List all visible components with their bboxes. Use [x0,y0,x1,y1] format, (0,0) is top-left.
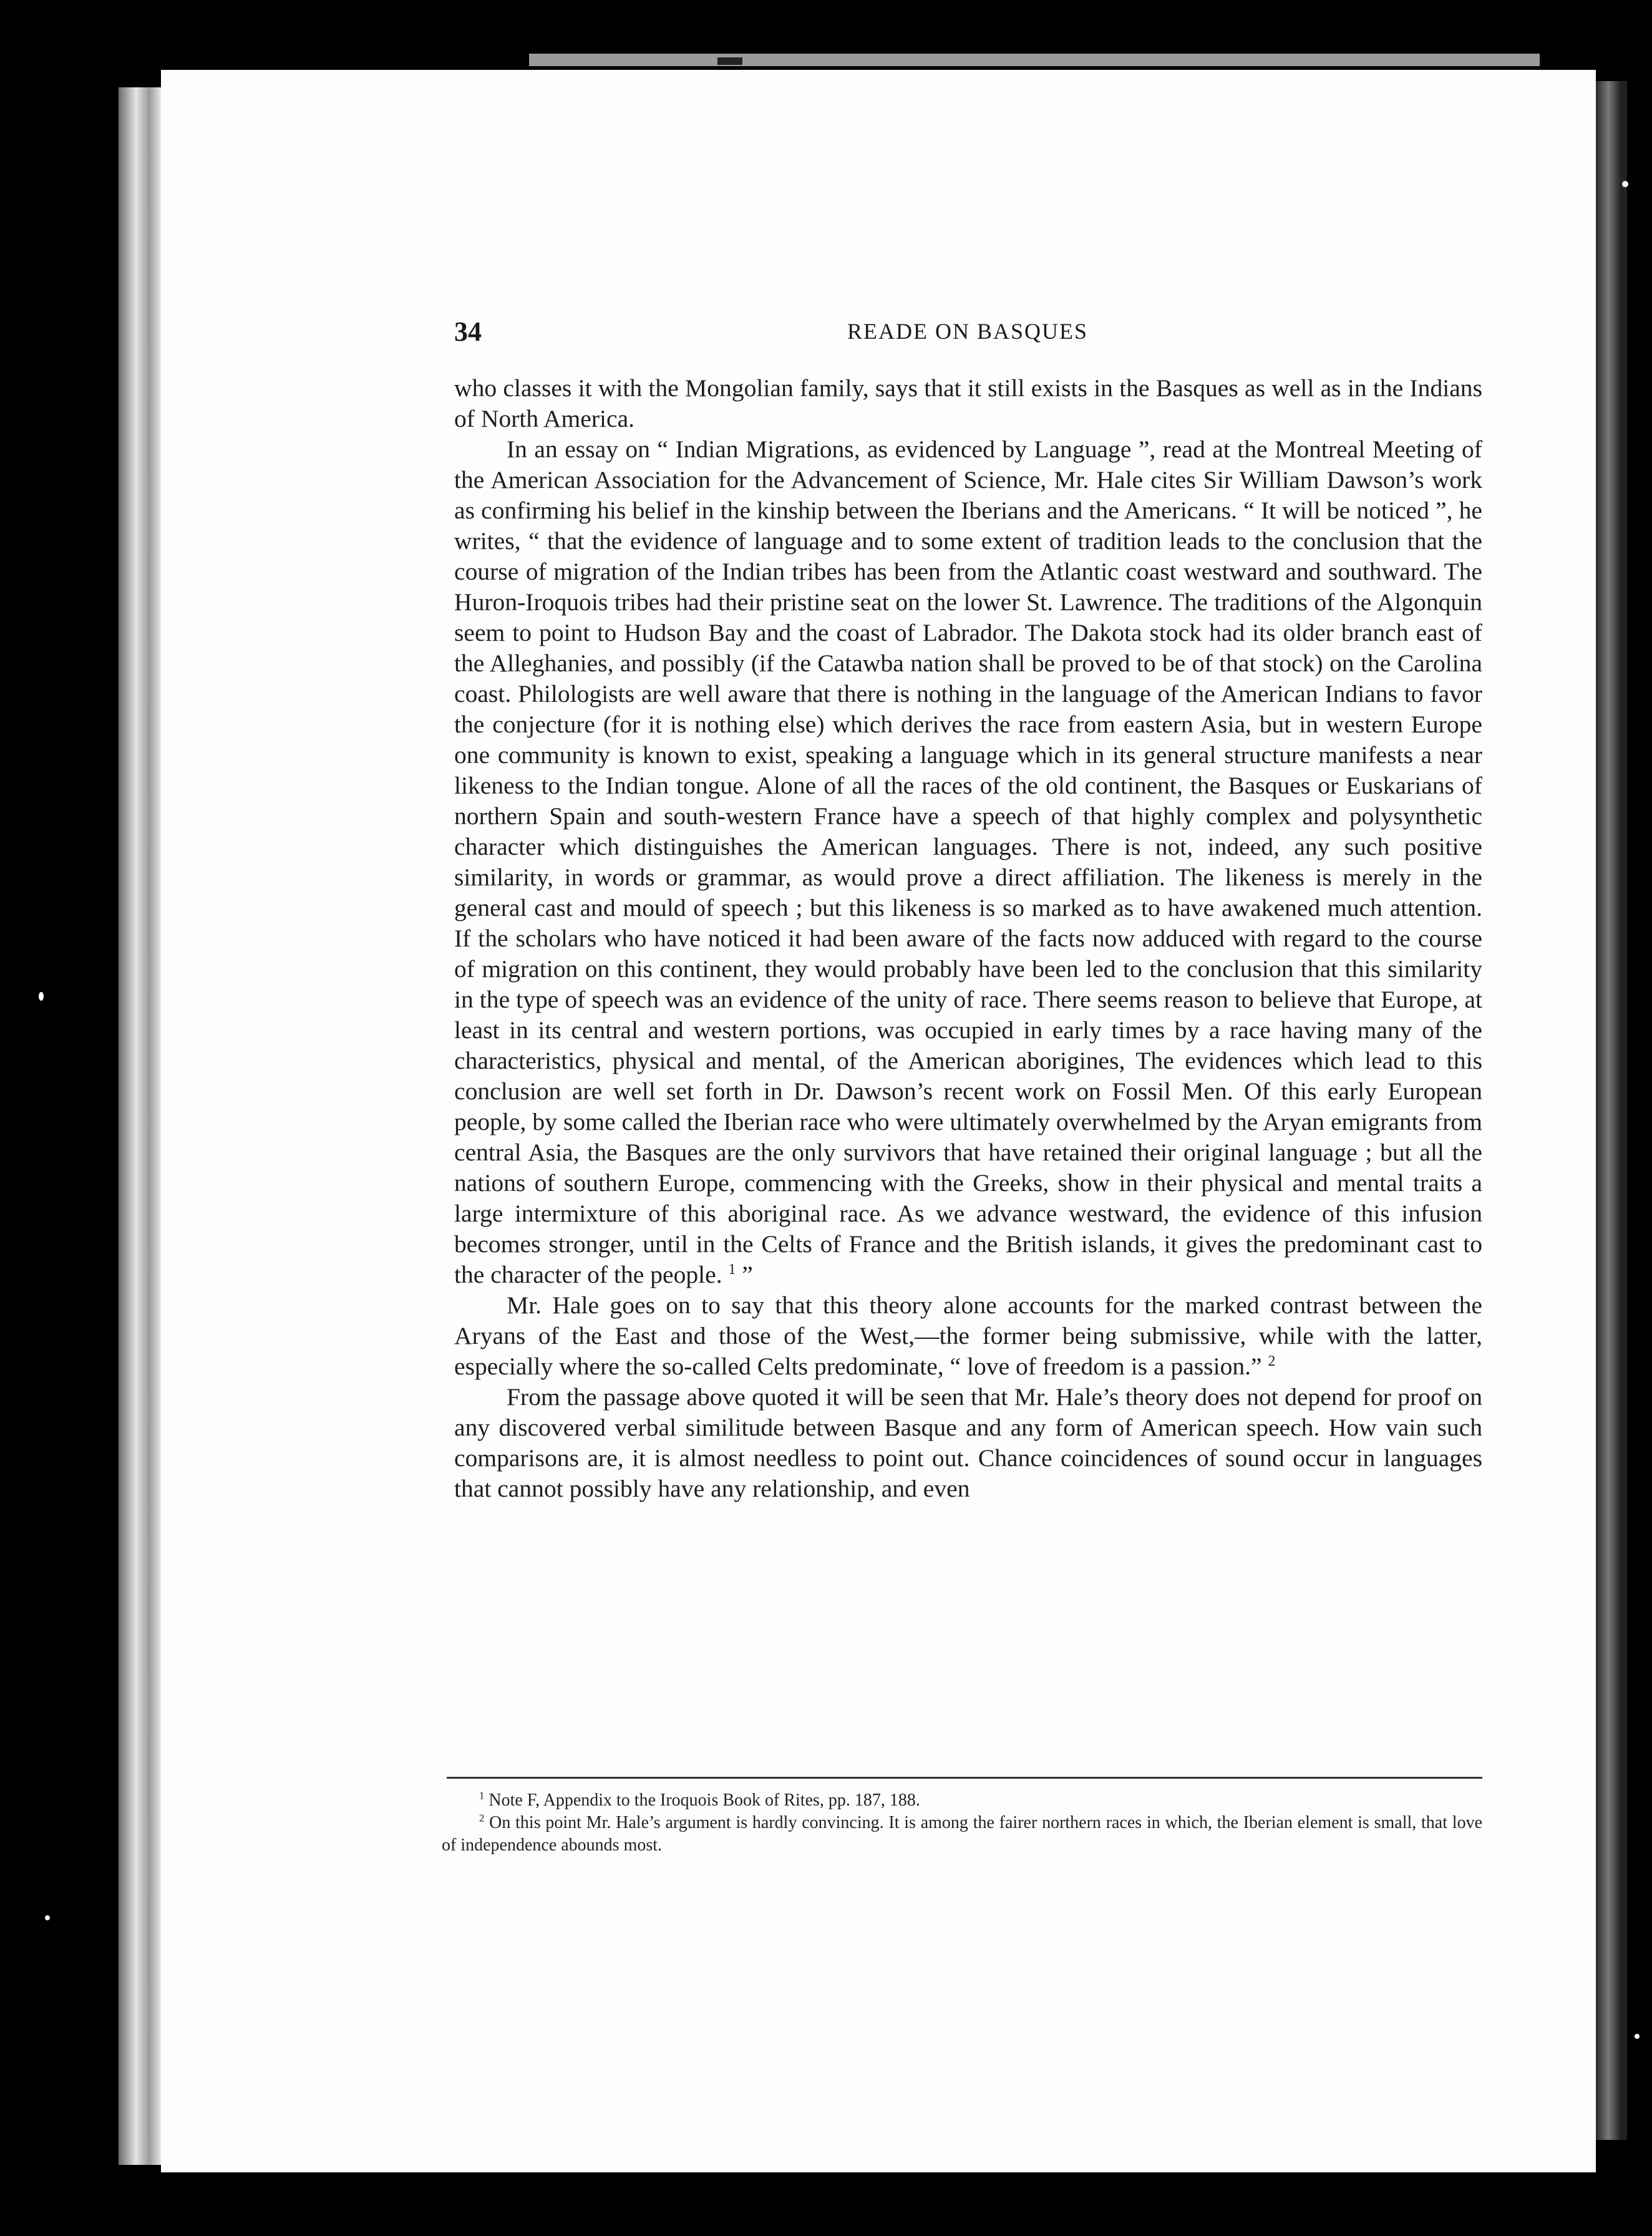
paragraph-text: In an essay on “ Indian Migrations, as evidenced by Language ”, read at the Montreal Meeting of the American Association for the Advancement of Science, Mr. Hale cites Sir William Dawson’s work as confirming his belief in the kinship between the Iberians and the Americans. “ It will be noticed ”, he writes, “ that the evidence of language and to some extent of tradition leads to the conclusion that the course of migration of the Indian tribes has been from the Atlantic coast westward and southward. The Huron-Iroquois tribes had their pristine seat on the lower St. Lawrence. The traditions of the Algonquin seem to point to Hudson Bay and the coast of Labrador. The Dakota stock had its older branch east of the Alleghanies, and possibly (if the Catawba nation shall be proved to be of that stock) on the Carolina coast. Philologists are well aware that there is nothing in the language of the American Indians to favor the conjecture (for it is nothing else) which derives the race from eastern Asia, but in western Europe one community is known to exist, speaking a language which in its general structure manifests a near likeness to the Indian tongue. Alone of all the races of the old continent, the Basques or Euskarians of northern Spain and south-western France have a speech of that highly complex and polysynthetic character which distinguishes the American languages. There is not, indeed, any such positive similarity, in words or grammar, as would prove a direct affiliation. The likeness is merely in the general cast and mould of speech ; but this likeness is so marked as to have awakened much attention. If the scholars who have noticed it had been aware of the facts now adduced with regard to the course of migration on this continent, they would probably have been led to the conclusion that this similarity in the type of speech was an evidence of the unity of race. There seems reason to believe that Europe, at least in its central and western portions, was occupied in early times by a race having many of the characteristics, physical and mental, of the American aborigines, The evidences which lead to this conclusion are well set forth in Dr. Dawson’s recent work on Fossil Men. Of this early European people, by some called the Iberian race who were ultimately overwhelmed by the Aryan emigrants from central Asia, the Basques are the only survivors that have retained their original language ; but all the nations of southern Europe, commencing with the Greeks, show in their physical and mental traits a large intermixture of this aboriginal race. As we advance westward, the evidence of this infusion becomes stronger, until in the Celts of France and the British islands, it gives the predominant cast to the character of the people. [454,435,1482,1288]
footnote [442,1812,1482,1857]
closing-quote: ” [736,1261,753,1288]
footnote-mark: 2 [479,1812,485,1824]
page-number: 34 [454,316,482,347]
paragraph: From the passage above quoted it will be seen that Mr. Hale’s theory does not depend for proof on any discovered verbal similitude between Basque and any form of American speech. How vain such comparisons are, it is almost needless to point out. Chance coincidences of sound occur in languages that cannot possibly have any relationship, and even [454,1383,1482,1502]
top-page-edge [529,54,1540,66]
page-stack-left-edge [119,87,162,2165]
page-header [454,316,1481,347]
footnote-divider [447,1777,1482,1779]
film-speck [45,1915,50,1920]
film-speck [1635,2034,1640,2039]
footnote-mark: 1 [479,1789,485,1802]
paragraph-text: Mr. Hale goes on to say that this theory alone accounts for the marked contrast between the Aryans of the East and those of the West,—the former being submissive, while with the latter, especially where the so-called Celts predominate, “ love of freedom is a passion.” [454,1291,1482,1380]
page-stack-right-edge [1596,81,1627,2140]
footnote [442,1789,1482,1812]
film-speck [39,992,44,1001]
body-text [454,373,1482,1504]
footnote-text: Note F, Appendix to the Iroquois Book of Rites, pp. 187, 188. [484,1791,920,1810]
paragraph [454,1290,1482,1382]
paragraph [454,434,1482,1290]
footnote-ref: 1 [728,1261,736,1278]
paragraph: who classes it with the Mongolian family, says that it still exists in the Basques as well as in the Indians of North America. [454,374,1482,432]
footnote-ref: 2 [1268,1353,1276,1369]
footnote-text: On this point Mr. Hale’s argument is hardly convincing. It is among the fairer northern races in which, the Iberian element is small, that love of independence abounds most. [442,1813,1482,1855]
top-page-edge-dark [717,57,742,65]
film-speck [1622,181,1628,187]
footnotes [442,1789,1482,1857]
running-title: READE ON BASQUES [847,319,1089,344]
